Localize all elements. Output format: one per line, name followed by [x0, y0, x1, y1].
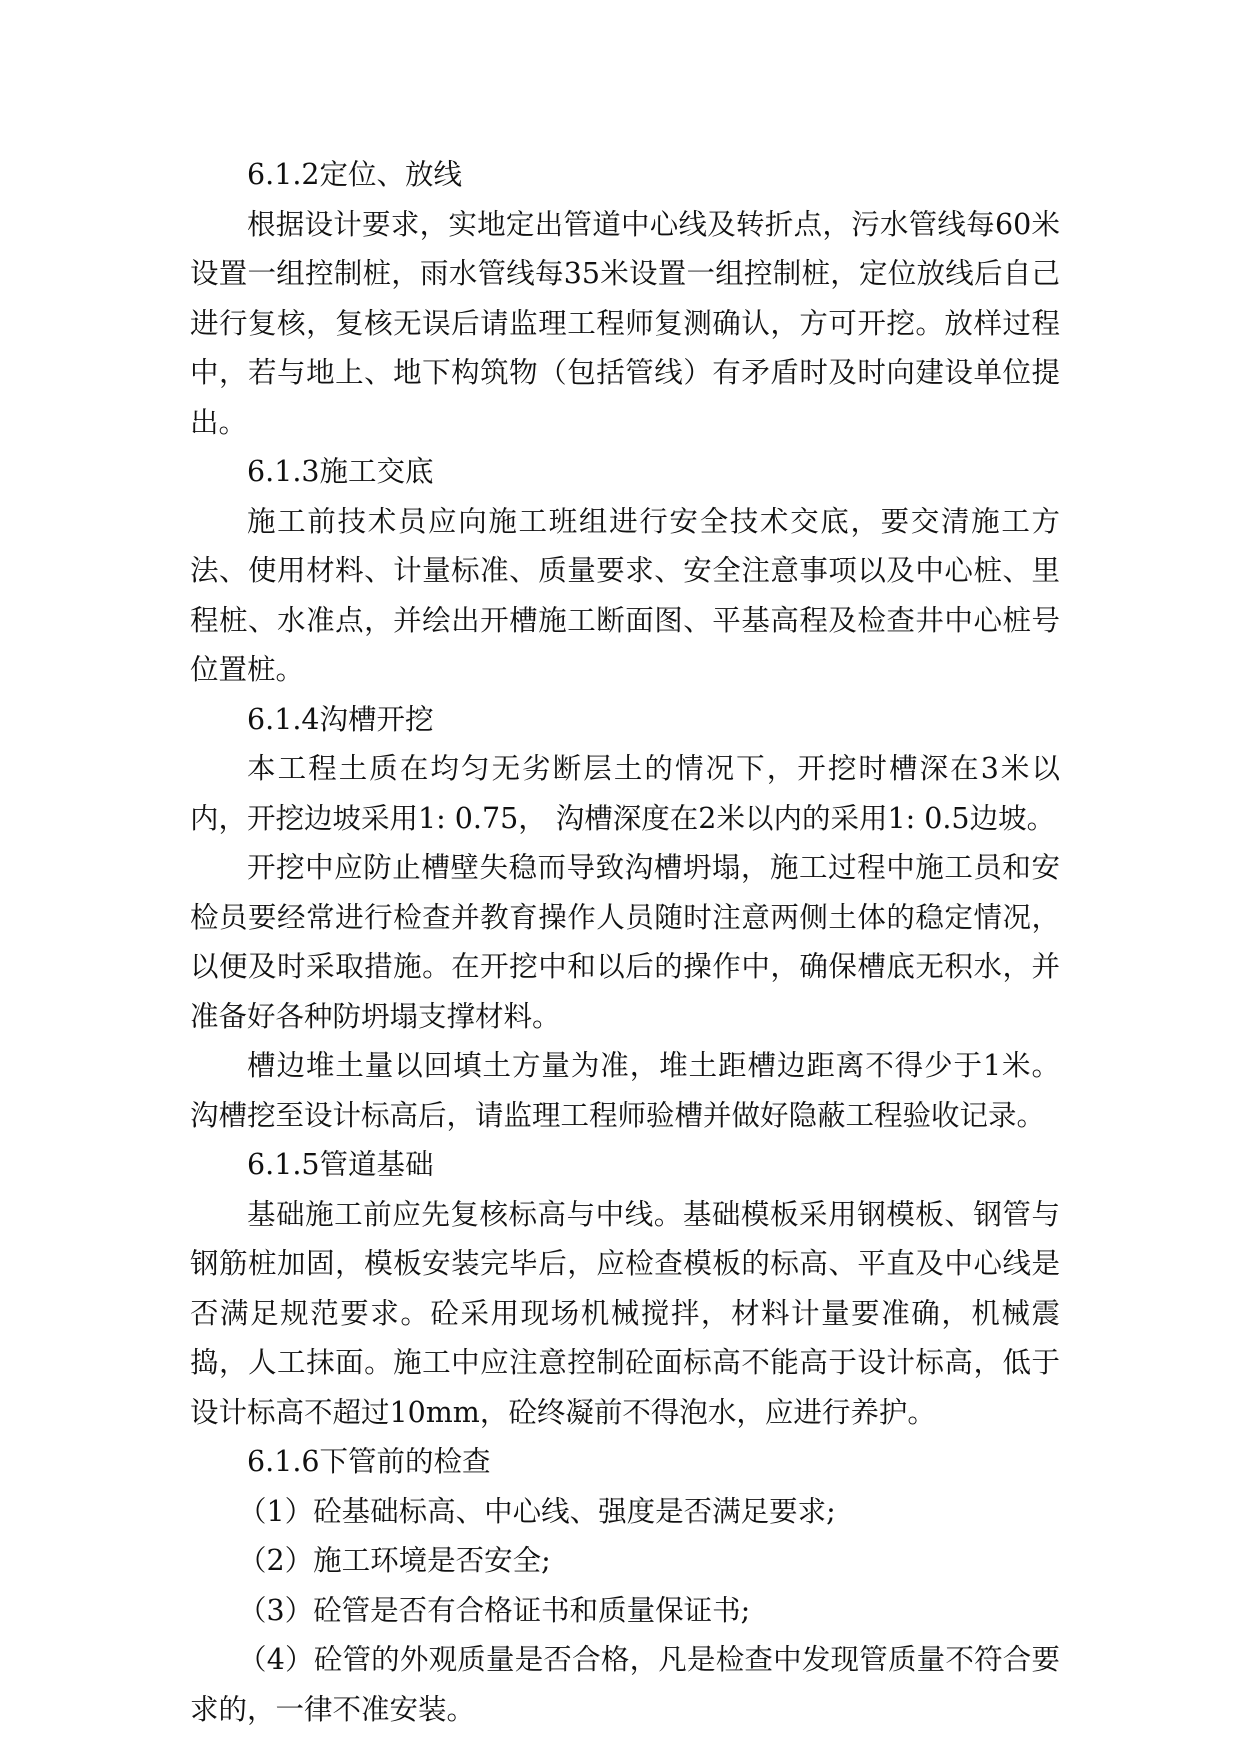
section-heading-6-1-2: 6.1.2定位、放线: [247, 158, 463, 191]
paragraph-briefing: 施工前技术员应向施工班组进行安全技术交底，要交清施工方法、使用材料、计量标准、质量要求、安全注意事项以及中心桩、里程桩、水准点，并绘出开槽施工断面图、平基高程及检查井中心桩号位置桩。: [190, 504, 1060, 686]
section-heading-6-1-3: 6.1.3施工交底: [247, 455, 434, 488]
section-heading-6-1-4: 6.1.4沟槽开挖: [247, 702, 434, 736]
list-item: （4）砼管的外观质量是否合格，凡是检查中发现管质量不符合要求的，一律不准安装。: [190, 1643, 1060, 1726]
paragraph-spoil-heap: 槽边堆土量以回填土方量为准，堆土距槽边距离不得少于1米。沟槽挖至设计标高后，请监理工程师验槽并做好隐蔽工程验收记录。: [190, 1049, 1060, 1132]
list-item: （2）施工环境是否安全;: [238, 1544, 551, 1577]
paragraph-excavation-safety: 开挖中应防止槽壁失稳而导致沟槽坍塌，施工过程中施工员和安检员要经常进行检查并教育操作人员随时注意两侧土体的稳定情况，以便及时采取措施。在开挖中和以后的操作中，确保槽底无积水，并准备好各种防坍塌支撑材料。: [190, 851, 1060, 1033]
list-item: （3）砼管是否有合格证书和质量保证书;: [238, 1593, 751, 1627]
paragraph-excavation-slope: 本工程土质在均匀无劣断层土的情况下，开挖时槽深在3米以内，开挖边坡采用1: 0.75， 沟槽深度在2米以内的采用1: 0.5边坡。: [190, 752, 1060, 835]
paragraph-positioning: 根据设计要求，实地定出管道中心线及转折点，污水管线每60米设置一组控制桩，雨水管线每35米设置一组控制桩，定位放线后自己进行复核，复核无误后请监理工程师复测确认，方可开挖。放样过程中，若与地上、地下构筑物（包括管线）有矛盾时及时向建设单位提出。: [190, 207, 1060, 439]
section-heading-6-1-5: 6.1.5管道基础: [247, 1148, 434, 1181]
list-item: （1）砼基础标高、中心线、强度是否满足要求;: [238, 1494, 836, 1528]
paragraph-foundation: 基础施工前应先复核标高与中线。基础模板采用钢模板、钢管与钢筋桩加固，模板安装完毕后，应检查模板的标高、平直及中心线是否满足规范要求。砼采用现场机械搅拌，材料计量要准确，机械震捣，人工抹面。施工中应注意控制砼面标高不能高于设计标高，低于设计标高不超过10mm，砼终凝前不得泡水，应进行养护。: [190, 1197, 1060, 1429]
document-page: [190, 150, 1060, 1734]
section-heading-6-1-6: 6.1.6下管前的检查: [247, 1445, 491, 1478]
